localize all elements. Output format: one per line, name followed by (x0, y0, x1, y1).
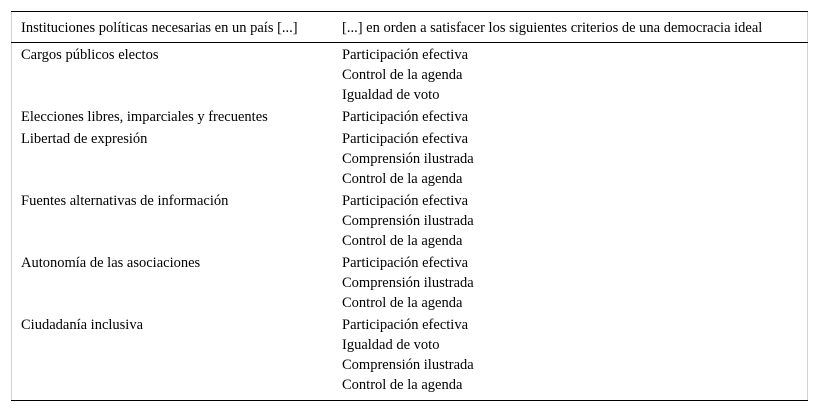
column-header-institutions: Instituciones políticas necesarias en un país [...] (21, 20, 298, 36)
criterion-item: Igualdad de voto (342, 337, 440, 353)
criteria-cell (342, 107, 468, 127)
criterion-item: Control de la agenda (342, 377, 463, 393)
institution-cell: Ciudadanía inclusiva (21, 317, 144, 333)
criterion-item: Control de la agenda (342, 67, 463, 83)
criterion-item: Participación efectiva (342, 193, 469, 209)
criterion-item: Control de la agenda (342, 295, 463, 311)
table-top-rule (11, 11, 808, 12)
criterion-item: Participación efectiva (342, 109, 469, 125)
criterion-item: Comprensión ilustrada (342, 357, 474, 373)
criteria-cell (342, 191, 474, 251)
criterion-item: Control de la agenda (342, 233, 463, 249)
institution-cell: Fuentes alternativas de información (21, 193, 229, 209)
criterion-item: Participación efectiva (342, 255, 469, 271)
criterion-item: Comprensión ilustrada (342, 151, 474, 167)
column-header-criteria: [...] en orden a satisfacer los siguientes criterios de una democracia ideal (342, 20, 763, 36)
criterion-item: Participación efectiva (342, 131, 469, 147)
table-bottom-rule (11, 400, 808, 401)
criteria-cell (342, 129, 474, 189)
criterion-item: Comprensión ilustrada (342, 275, 474, 291)
criteria-cell (342, 253, 474, 313)
institution-cell: Elecciones libres, imparciales y frecuentes (21, 109, 268, 125)
criterion-item: Igualdad de voto (342, 87, 440, 103)
table-header-rule (11, 42, 808, 43)
institution-cell: Cargos públicos electos (21, 47, 159, 63)
criterion-item: Comprensión ilustrada (342, 213, 474, 229)
institution-cell: Autonomía de las asociaciones (21, 255, 201, 271)
criteria-cell (342, 45, 468, 105)
criterion-item: Control de la agenda (342, 171, 463, 187)
institution-cell: Libertad de expresión (21, 131, 148, 147)
criterion-item: Participación efectiva (342, 47, 469, 63)
criteria-cell (342, 315, 474, 395)
criterion-item: Participación efectiva (342, 317, 469, 333)
